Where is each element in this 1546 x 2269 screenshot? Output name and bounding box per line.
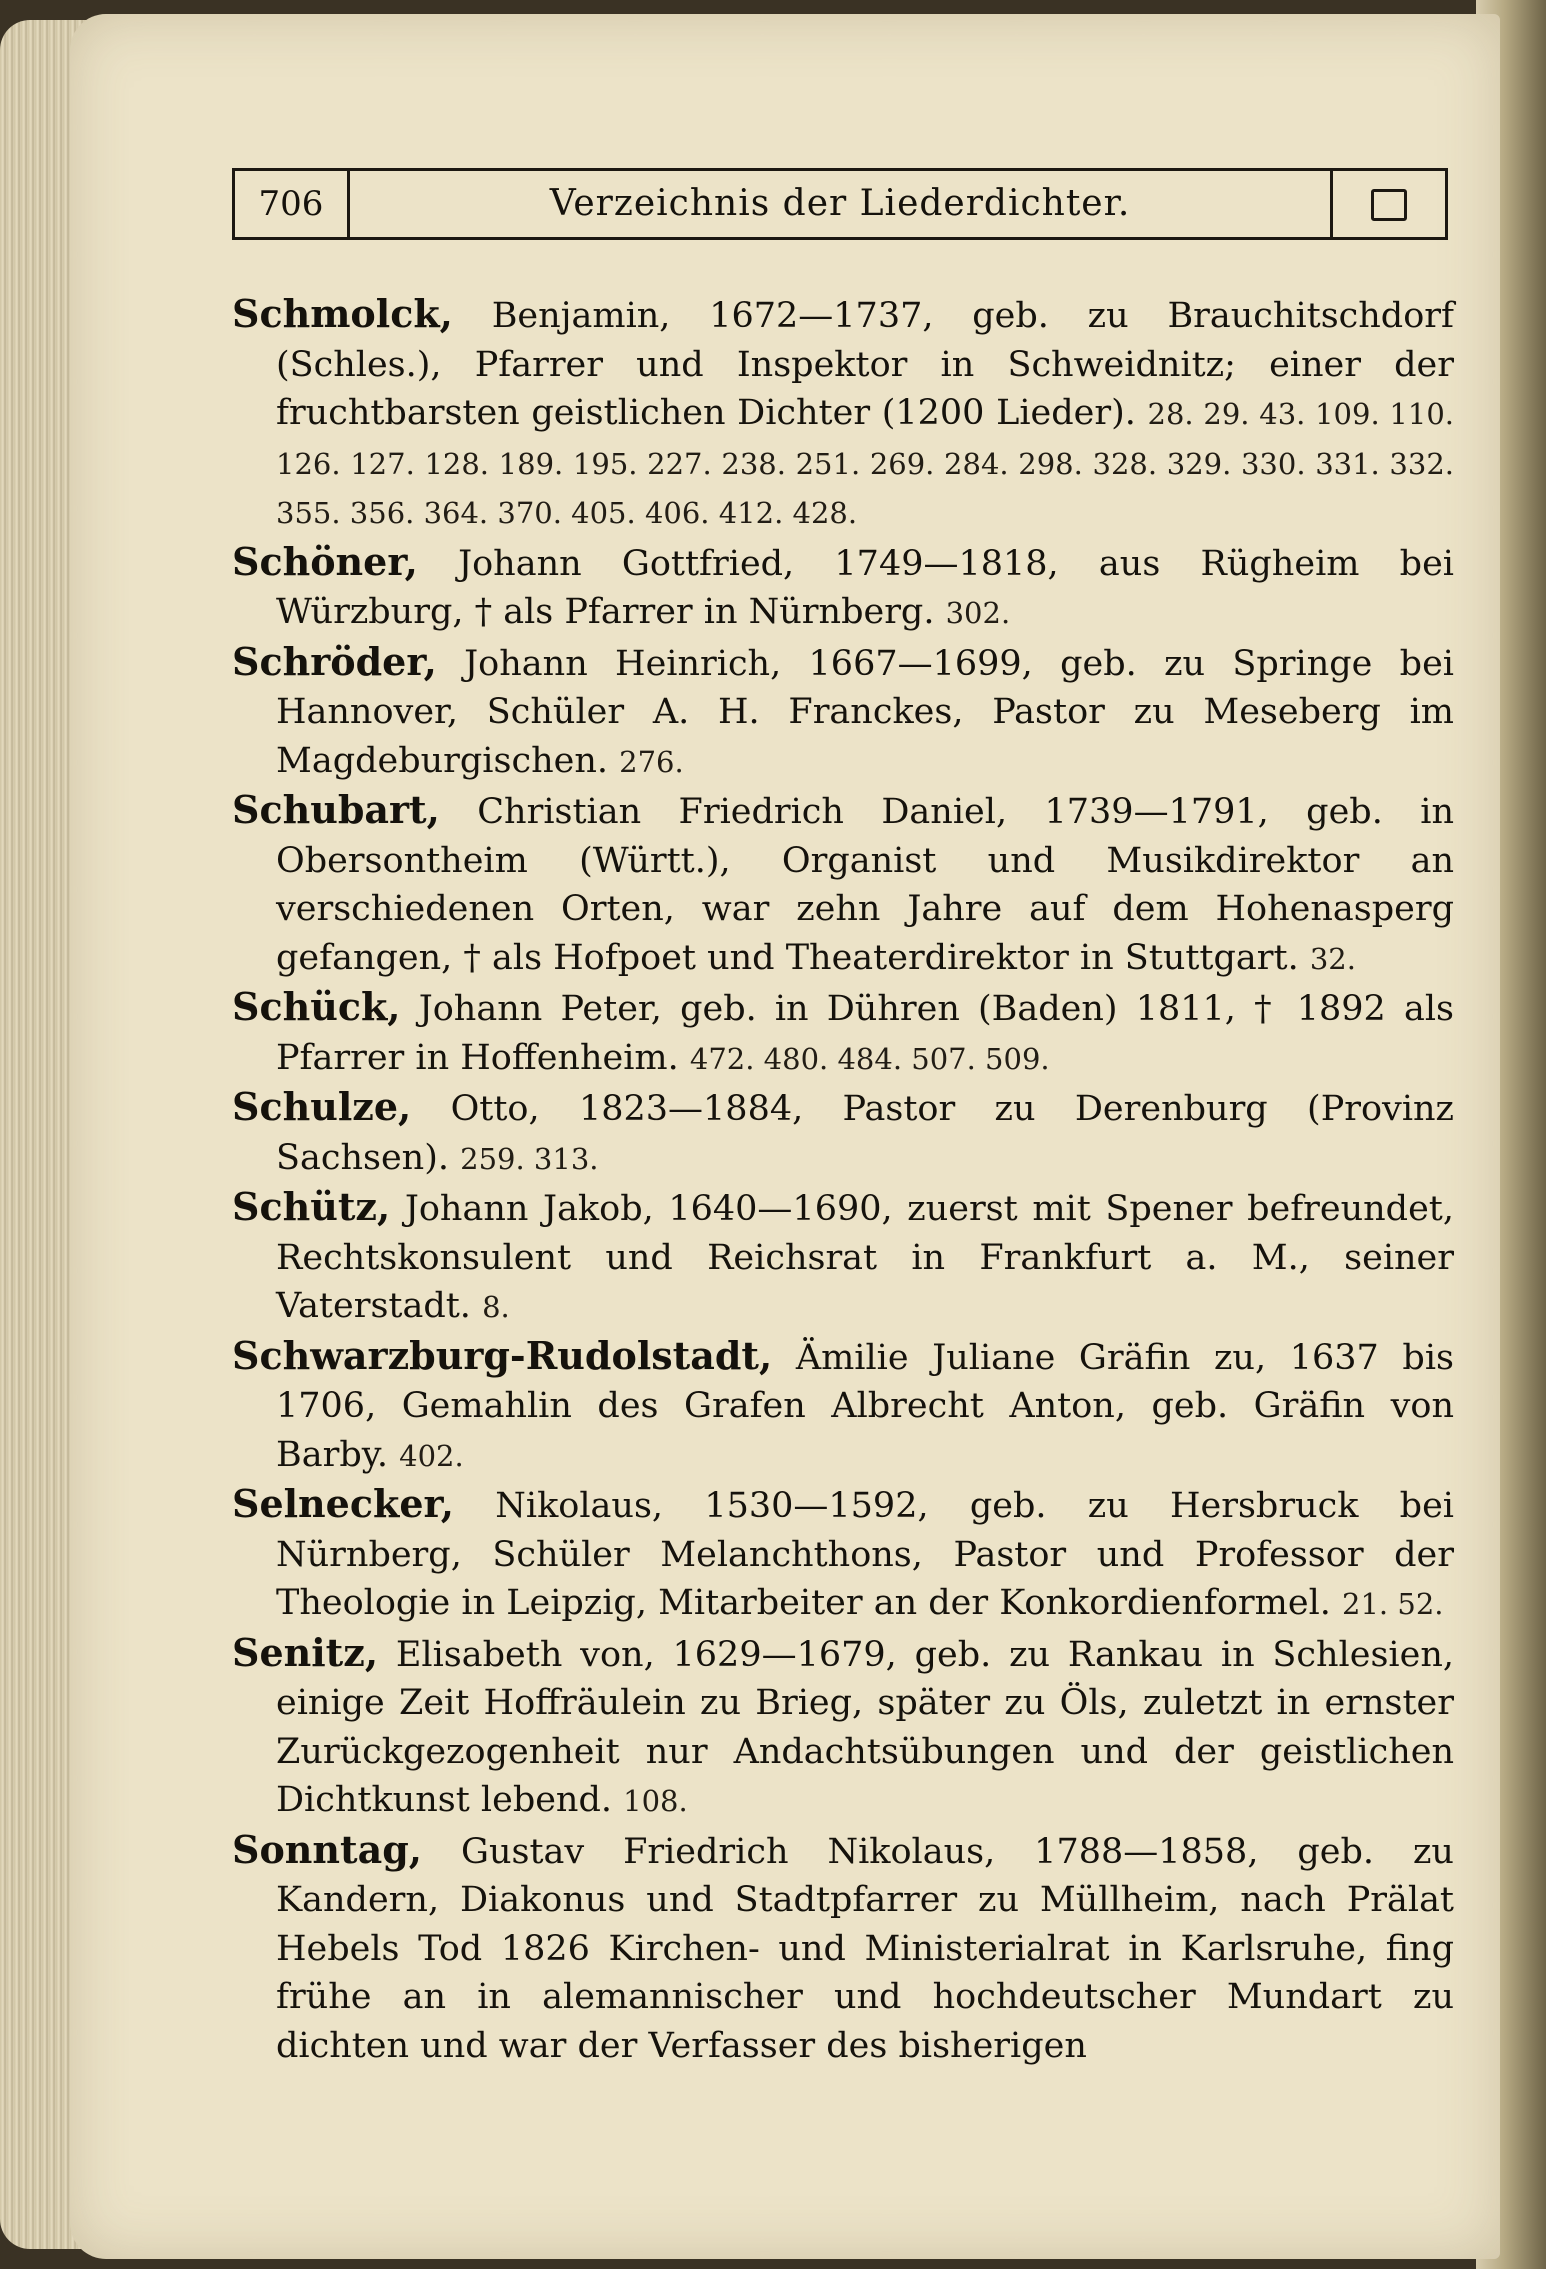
entry-name: Schwarzburg-Rudolstadt, [232, 1332, 773, 1378]
entry-name: Schulze, [232, 1084, 412, 1129]
entry-schueck [232, 983, 1454, 1083]
entry-text: Johann Jakob, 1640—1690, zuerst mit Spener befreundet, Rechtskonsulent und Reichsrat in Frankfurt a. M., seiner Vaterstadt. [276, 1189, 1454, 1326]
page-number: 706 [235, 171, 350, 237]
entry-name: Schück, [232, 984, 401, 1029]
square-ornament-icon [1371, 189, 1407, 221]
running-header [232, 168, 1448, 240]
entry-text: Ämilie Juliane Gräfin zu, 1637 bis 1706, Gemahlin des Grafen Albrecht Anton, geb. Gräfin von Barby. [276, 1337, 1454, 1475]
entry-list [232, 290, 1454, 2071]
entry-refs: 8. [482, 1290, 510, 1324]
entry-text: Johann Peter, geb. in Dühren (Baden) 1811, † 1892 als Pfarrer in Hoffenheim. [276, 989, 1454, 1078]
entry-text: Elisabeth von, 1629—1679, geb. zu Rankau in Schlesien, einige Zeit Hoffräulein zu Brieg, später zu Öls, zuletzt in ernster Zurückgezogenheit nur Andachtsübungen und der geistlichen Dichtkunst lebend. [276, 1634, 1454, 1820]
entry-text: Christian Friedrich Daniel, 1739—1791, geb. in Obersontheim (Württ.), Organist und Musikdirektor an verschiedenen Orten, war zehn Jahre auf dem Hohenasperg gefangen, † als Hofpoet und Theaterdirektor in Stuttgart. [276, 792, 1454, 978]
entry-schuetz [232, 1183, 1454, 1332]
entry-refs: 108. [623, 1784, 688, 1818]
entry-sonntag [232, 1826, 1454, 2072]
entry-selnecker [232, 1480, 1454, 1629]
entry-refs: 32. [1309, 941, 1356, 976]
entry-name: Senitz, [232, 1629, 379, 1675]
entry-refs: 402. [399, 1438, 464, 1473]
entry-text: Otto, 1823—1884, Pastor zu Derenburg (Provinz Sachsen). [276, 1089, 1454, 1178]
entry-schulze [232, 1083, 1454, 1183]
entry-schmolck [232, 290, 1454, 538]
entry-refs: 28. 29. 43. 109. 110. 126. 127. 128. 189. 195. 227. 238. 251. 269. 284. 298. 328. 329. 330. 331. 332. 355. 356. 364. 370. 405. 406. 412. 428. [276, 397, 1454, 530]
entry-refs: 259. 313. [460, 1141, 599, 1176]
entry-schroeder [232, 638, 1454, 787]
entry-name: Schütz, [232, 1184, 391, 1229]
entry-refs: 302. [945, 596, 1011, 630]
entry-refs: 276. [619, 744, 684, 779]
entry-name: Schröder, [232, 638, 437, 684]
header-box-cell [1330, 171, 1445, 237]
entry-name: Schubart, [232, 787, 440, 832]
entry-schoener [232, 538, 1454, 638]
entry-name: Sonntag, [232, 1826, 423, 1872]
entry-text: Benjamin, 1672—1737, geb. zu Brauchitschdorf (Schles.), Pfarrer und Inspektor in Schweidnitz; einer der fruchtbarsten geistlichen Dichter (1200 Lieder). [276, 296, 1454, 433]
entry-schwarzburg-rudolstadt [232, 1332, 1454, 1481]
entry-text: Johann Heinrich, 1667—1699, geb. zu Springe bei Hannover, Schüler A. H. Franckes, Pastor zu Meseberg im Magdeburgischen. [276, 643, 1454, 781]
entry-refs: 21. 52. [1342, 1587, 1444, 1621]
entry-senitz [232, 1629, 1454, 1826]
entry-name: Schmolck, [232, 291, 453, 336]
entry-name: Schöner, [232, 538, 418, 584]
entry-text: Gustav Friedrich Nikolaus, 1788—1858, geb. zu Kandern, Diakonus und Stadtpfarrer zu Müllheim, nach Prälat Hebels Tod 1826 Kirchen- und Ministerialrat in Karlsruhe, fing frühe an in alemannischer und hochdeutscher Mundart zu dichten und war der Verfasser des bisherigen [276, 1831, 1454, 2066]
entry-refs: 472. 480. 484. 507. 509. [689, 1041, 1050, 1076]
entry-name: Selnecker, [232, 1481, 454, 1526]
page-title: Verzeichnis der Liederdichter. [549, 183, 1131, 224]
entry-text: Nikolaus, 1530—1592, geb. zu Hersbruck bei Nürnberg, Schüler Melanchthons, Pastor und Professor der Theologie in Leipzig, Mitarbeiter an der Konkordienformel. [276, 1486, 1454, 1623]
entry-schubart [232, 786, 1454, 983]
entry-text: Johann Gottfried, 1749—1818, aus Rügheim bei Würzburg, † als Pfarrer in Nürnberg. [276, 543, 1454, 632]
